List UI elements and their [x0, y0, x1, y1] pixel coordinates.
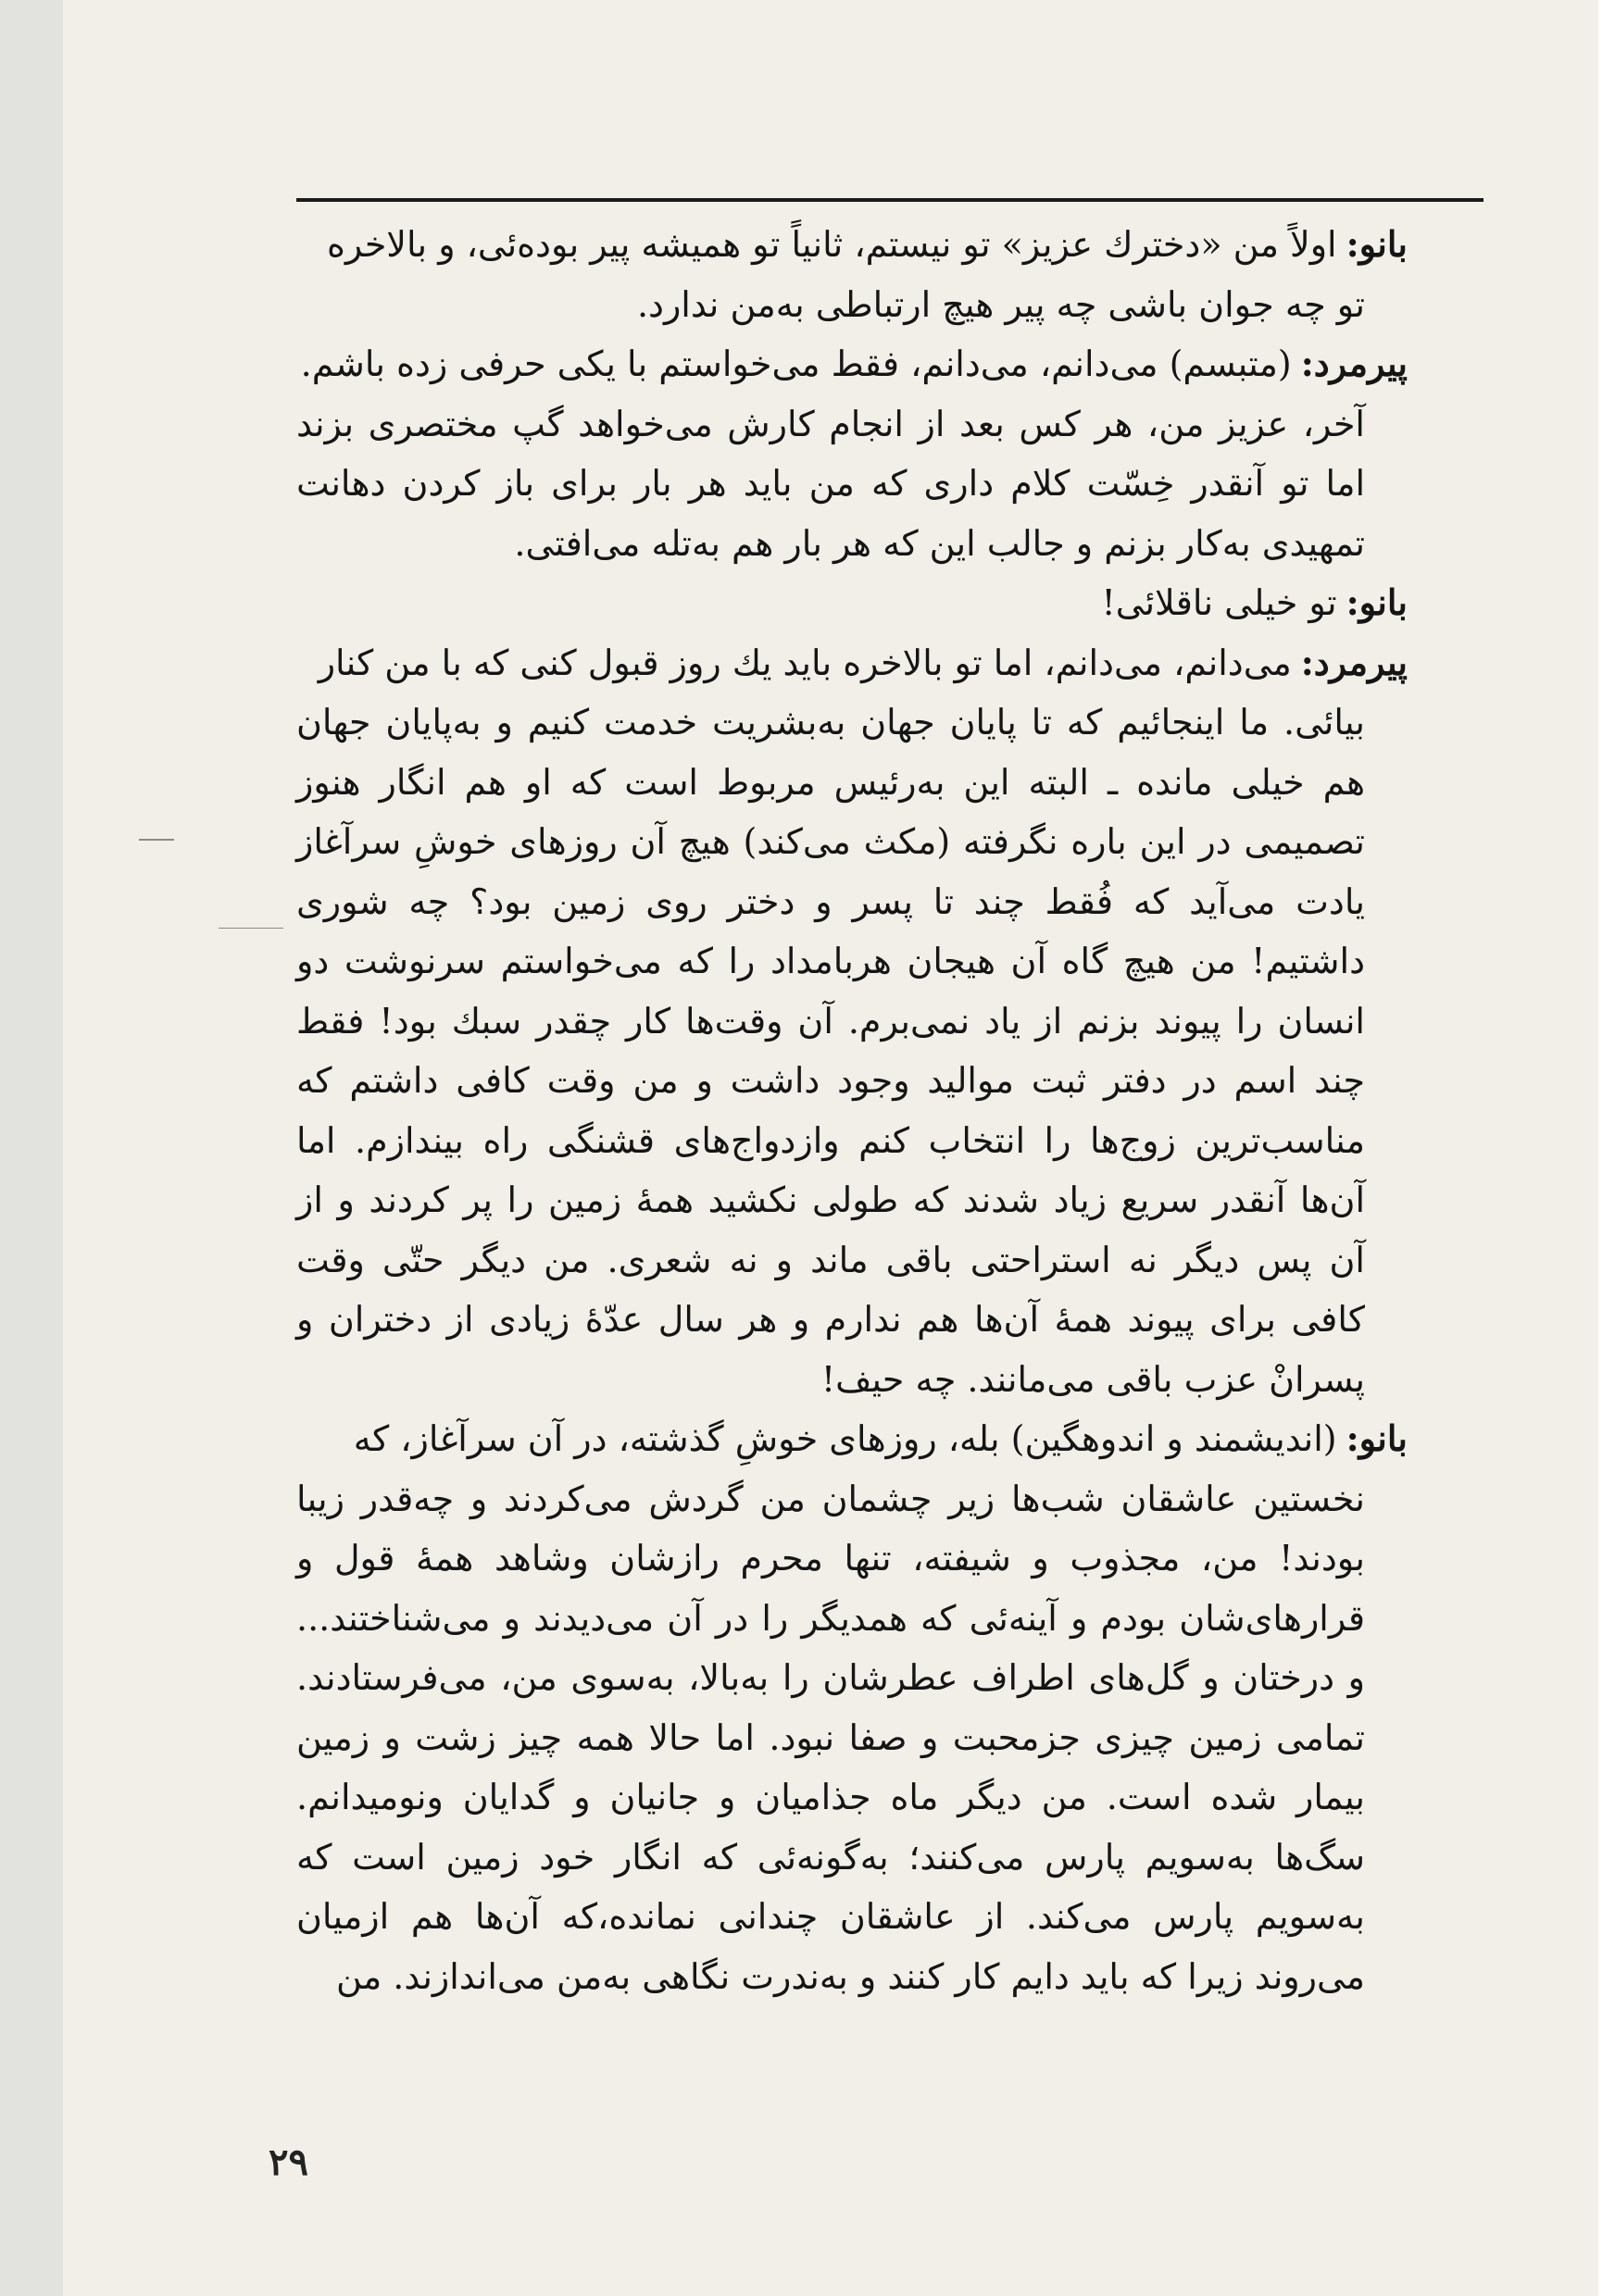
- scan-right-edge: [1598, 0, 1615, 2296]
- paragraph-first-line: می‌دانم، می‌دانم، اما تو بالاخره بايد يك روز قبول كنی كه با من كنار: [318, 642, 1292, 683]
- speaker-label: بانو:: [1346, 223, 1408, 265]
- page-number: ۲۹: [269, 2140, 308, 2184]
- paragraph-continuation: آخر، عزيز من، هر كس بعد از انجام كارش می‌خواهد گپ مختصری بزند اما تو آنقدر خِسّت كلام داری كه من بايد هر بار برای باز كردن دهانت تمهيدی به‌كار بزنم و جالب اين كه هر بار هم به‌تله می‌افتی.: [296, 403, 1365, 564]
- speaker-label: بانو:: [1346, 581, 1408, 623]
- top-rule: [296, 198, 1484, 202]
- paragraph-continuation: نخستين عاشقان شب‌ها زير چشمان من گردش می‌كردند و چه‌قدر زيبا بودند! من، مجذوب و شيفته، تنها محرم رازشان وشاهد همهٔ قول و قرارهای‌شان بودم و آينه‌ئی كه همديگر را در آن می‌ديدند و می‌شناختند... و درختان و گل‌های اطراف عطرشان را به‌بالا، به‌سوی من، می‌فرستادند. تمامی زمين چيزی جزمحبت و صفا نبود. اما حالا همه چيز زشت و زمين بيمار شده است. من ديگر ماه جذاميان و جانيان و گدايان ونوميدانم. سگ‌ها به‌سويم پارس می‌كنند؛ به‌گونه‌ئی كه انگار خود زمين است كه به‌سويم پارس می‌كند. از عاشقان چندانی نمانده،كه آن‌ها هم ازميان می‌روند زيرا كه بايد دايم كار كنند و به‌ندرت نگاهی به‌من می‌اندازند. من: [296, 1478, 1365, 1997]
- speaker-label: بانو:: [1346, 1417, 1408, 1459]
- paragraph-first-line: (متبسم) می‌دانم، می‌دانم، فقط می‌خواستم با يكی حرفی زده باشم.: [300, 343, 1292, 384]
- paragraph: [296, 1409, 1408, 2006]
- paragraph: [296, 573, 1408, 633]
- speaker-label: پيرمرد:: [1300, 641, 1408, 683]
- speaker-label: پيرمرد:: [1300, 343, 1408, 384]
- margin-mark: [219, 928, 283, 929]
- text-block: [296, 215, 1408, 2006]
- scan-left-edge: [0, 0, 63, 2296]
- paragraph: [296, 215, 1408, 334]
- paragraph-first-line: اولاً من «دخترك عزيز» تو نيستم، ثانياً تو هميشه پير بوده‌ئی، و بالاخره: [326, 224, 1337, 265]
- paragraph-first-line: تو خيلی ناقلائی!: [1101, 582, 1337, 623]
- paragraph-continuation: بيائی. ما اينجائيم كه تا پايان جهان به‌بشريت خدمت كنيم و به‌پايان جهان هم خيلی مانده ـ البته اين به‌رئيس مربوط است كه او هم انگار هنوز تصميمی در اين باره نگرفته (مكث می‌كند) هيچ آن روزهای خوشِ سرآغاز يادت می‌آيد كه فُقط چند تا پسر و دختر روی زمين بود؟ چه شوری داشتيم! من هيچ گاه آن هيجان هربامداد را كه می‌خواستم سرنوشت دو انسان را پيوند بزنم از ياد نمی‌برم. آن وقت‌ها كار چقدر سبك بود! فقط چند اسم در دفتر ثبت مواليد وجود داشت و من وقت كافی داشتم كه مناسب‌ترين زوج‌ها را انتخاب كنم وازدواج‌های قشنگی راه بيندازم. اما آن‌ها آنقدر سريع زياد شدند كه طولی نكشيد همهٔ زمين را پر كردند و از آن پس ديگر نه استراحتی باقی ماند و نه شعری. من ديگر حتّی وقت كافی برای پيوند همهٔ آن‌ها هم ندارم و هر سال عدّهٔ زيادی از دختران و پسرانْ عزب باقی می‌مانند. چه حيف!: [296, 702, 1365, 1400]
- paragraph-continuation: تو چه جوان باشی چه پير هيچ ارتباطی به‌من ندارد.: [636, 283, 1365, 325]
- paragraph-first-line: (انديشمند و اندوهگين) بله، روزهای خوشِ گذشته، در آن سرآغاز، كه: [353, 1418, 1337, 1459]
- paragraph: [296, 334, 1408, 573]
- margin-mark: [139, 839, 174, 841]
- paragraph: [296, 633, 1408, 1410]
